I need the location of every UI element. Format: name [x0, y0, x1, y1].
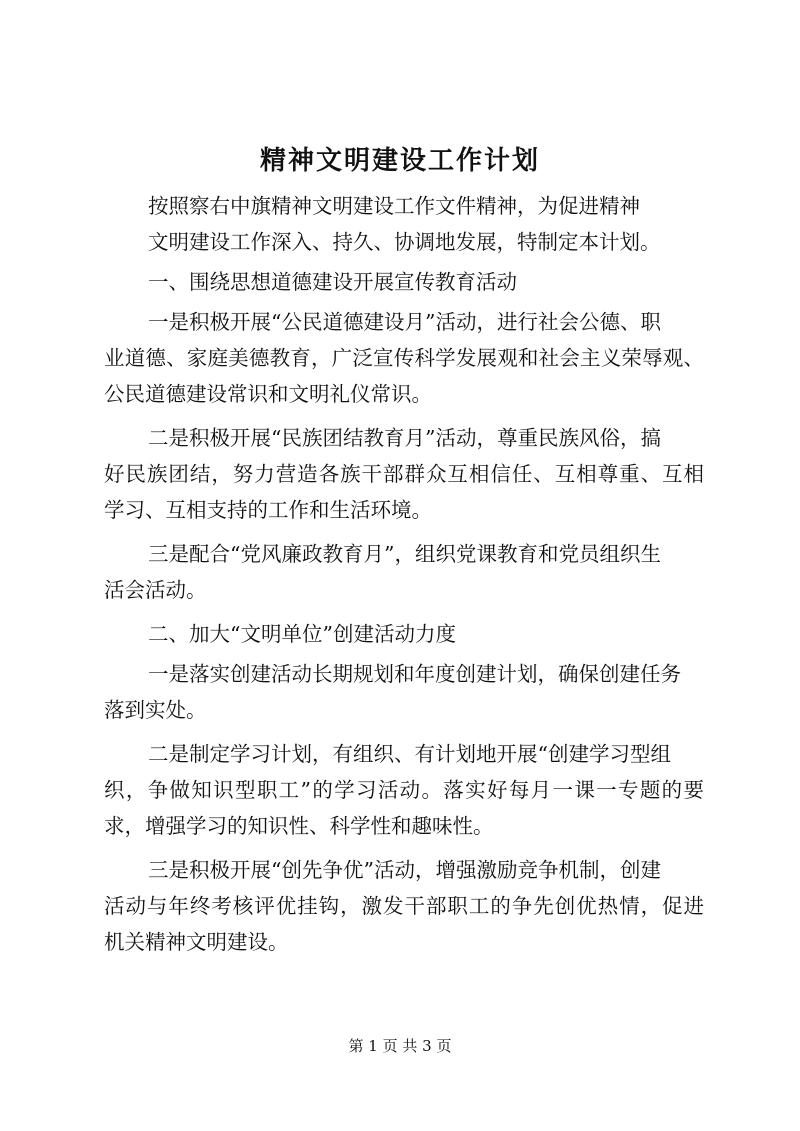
- paragraph-line: 求，增强学习的知识性、科学性和趣味性。: [104, 814, 494, 838]
- section-heading: 一、围绕思想道德建设开展宣传教育活动: [148, 270, 517, 294]
- paragraph-line: 公民道德建设常识和文明礼仪常识。: [104, 382, 432, 406]
- paragraph-line: 按照察右中旗精神文明建设工作文件精神，为促进精神: [148, 194, 640, 218]
- paragraph-line: 二是制定学习计划，有组织、有计划地开展“创建学习型组: [148, 742, 671, 766]
- paragraph-line: 三是积极开展“创先争优”活动，增强激励竞争机制，创建: [148, 858, 661, 882]
- paragraph-line: 好民族团结，努力营造各族干部群众互相信任、互相尊重、互相: [104, 462, 704, 486]
- paragraph-line: 活动与年终考核评优挂钩，激发干部职工的争先创优热情，促进: [104, 894, 704, 918]
- paragraph-line: 机关精神文明建设。: [104, 930, 289, 954]
- document-title: 精神文明建设工作计划: [259, 146, 540, 176]
- paragraph-line: 文明建设工作深入、持久、协调地发展，特制定本计划。: [148, 230, 661, 254]
- paragraph-line: 二是积极开展“民族团结教育月”活动，尊重民族风俗，搞: [148, 426, 661, 450]
- paragraph-line: 落到实处。: [104, 698, 207, 722]
- paragraph-line: 学习、互相支持的工作和生活环境。: [104, 498, 432, 522]
- section-heading: 二、加大“文明单位”创建活动力度: [148, 622, 456, 646]
- paragraph-line: 一是积极开展“公民道德建设月”活动，进行社会公德、职: [148, 310, 661, 334]
- paragraph-line: 三是配合“党风廉政教育月”，组织党课教育和党员组织生: [148, 542, 661, 566]
- page-number-footer: 第 1 页 共 3 页: [348, 1037, 452, 1055]
- document-body: [104, 188, 704, 960]
- paragraph-line: 业道德、家庭美德教育，广泛宣传科学发展观和社会主义荣辱观、: [104, 346, 704, 370]
- paragraph-line: 活会活动。: [104, 578, 207, 602]
- paragraph-line: 一是落实创建活动长期规划和年度创建计划，确保创建任务: [148, 662, 681, 686]
- paragraph-line: 织，争做知识型职工”的学习活动。落实好每月一课一专题的要: [104, 778, 704, 802]
